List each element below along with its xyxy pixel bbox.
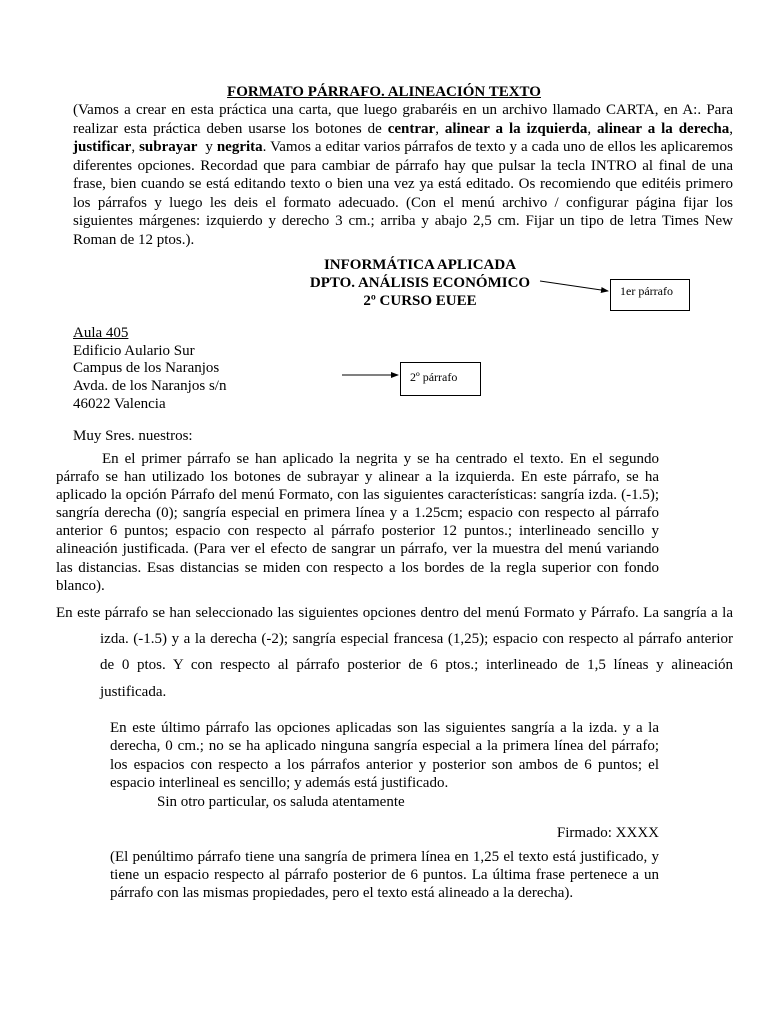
intro-text-2: . Vamos a editar varios párrafos de texto y a cada uno de ellos les aplicaremos diferentes opciones. Recordad que para cambiar de párrafo hay que pulsar la tecla INTRO al final de una frase, bien cuando se está editando texto o bien una vez ya está editado. Os recomiendo que editéis primero los párrafos y luego les deis el formato adecuado. (Con el menú archivo / configurar página fijar los siguientes márgenes: izquierdo y derecho 3 cm.; arriba y abajo 2,5 cm. Fijar un tipo de letra Times New Roman de 12 ptos.). xyxy=(73,139,734,248)
heading-line-2: DPTO. ANÁLISIS ECONÓMICO xyxy=(309,275,531,291)
intro-sep: , xyxy=(729,120,733,137)
intro-sep: , xyxy=(587,120,598,137)
intro-sep: , xyxy=(131,139,140,155)
intro-sep: , xyxy=(435,120,445,137)
note-paragraph: (El penúltimo párrafo tiene una sangría de primera línea en 1,25 el texto está justificado, y tiene un espacio respecto al párrafo posterior de 6 puntos. La última frase pertenece a un párrafo con las mismas propiedades, pero el texto está alineado a la derecha). xyxy=(110,849,659,901)
paragraph-2: En este párrafo se han seleccionado las siguientes opciones dentro del menú Formato y Párrafo. La sangría a la izda. (-1.5) y a la derecha (-2); sangría especial francesa (1,25); espacio con respecto al párrafo anterior de 0 ptos. Y con respecto al párrafo posterior de 6 ptos.; interlineado de 1,5 líneas y alineación justificada. xyxy=(56,605,733,700)
address-line-3: Campus de los Naranjos xyxy=(73,360,220,377)
address-line-4: Avda. de los Naranjos s/n xyxy=(73,378,227,395)
arrow-1er-parrafo xyxy=(540,281,608,291)
address-block xyxy=(73,325,226,414)
intro-bold-justificar: justificar xyxy=(73,139,132,155)
intro-bold-subrayar: subrayar xyxy=(139,139,198,155)
signature: Firmado: XXXX xyxy=(556,825,659,841)
callout-label-2: 2º párrafo xyxy=(410,370,458,384)
heading-line-1: INFORMÁTICA APLICADA xyxy=(323,257,517,273)
paragraph-3: En este último párrafo las opciones aplicadas son las siguientes sangría a la izda. y a la derecha, 0 cm.; no se ha aplicado ninguna sangría especial a la primera línea del párrafo; los espacios con respecto a los párrafos anterior y posterior son ambos de 6 puntos; el espacio interlineal es sencillo; y además está justificado. xyxy=(110,720,659,791)
address-line-2: Edificio Aulario Sur xyxy=(73,342,195,359)
intro-sep: y xyxy=(197,139,217,155)
callout-box-2o-parrafo xyxy=(400,362,481,396)
greeting: Muy Sres. nuestros: xyxy=(73,428,193,444)
intro-bold-centrar: centrar xyxy=(387,120,436,137)
intro-bold-negrita: negrita xyxy=(216,139,263,155)
heading-line-3: 2º CURSO EUEE xyxy=(363,293,477,309)
paragraph-1: En el primer párrafo se han aplicado la negrita y se ha centrado el texto. En el segundo párrafo se han utilizado los botones de subrayar y alinear a la izquierda. En este párrafo, se ha aplicado la opción Párrafo del menú Formato, con las siguientes características: sangría izda. (-1.5); sangría derecha (0); sangría especial en primera línea y a 1.25cm; espacio con respecto al párrafo anterior 6 puntos; espacio con respecto al párrafo posterior 12 puntos.; interlineado sencillo y alineación justificada. (Para ver el efecto de sangrar un párrafo, ver la muestra del menú variando las distancias. Esas distancias se miden con respecto a los bordes de la regla superior con fondo blanco). xyxy=(56,451,659,594)
closing-line: Sin otro particular, os saluda atentamente xyxy=(157,794,405,810)
intro-bold-alinear-izquierda: alinear a la izquierda xyxy=(444,120,588,137)
address-line-1: Aula 405 xyxy=(73,325,129,341)
intro-bold-alinear-derecha: alinear a la derecha xyxy=(597,120,730,137)
intro-text-1: (Vamos a crear en esta práctica una carta, que luego grabaréis en un archivo llamado CARTA, en A:. Para realizar esta práctica deben usarse los botones de xyxy=(73,102,733,137)
address-line-5: 46022 Valencia xyxy=(73,395,166,412)
document-title: FORMATO PÁRRAFO. ALINEACIÓN TEXTO xyxy=(227,84,541,100)
callout-box-1er-parrafo xyxy=(610,279,690,311)
callout-label-1: 1er párrafo xyxy=(620,284,673,298)
